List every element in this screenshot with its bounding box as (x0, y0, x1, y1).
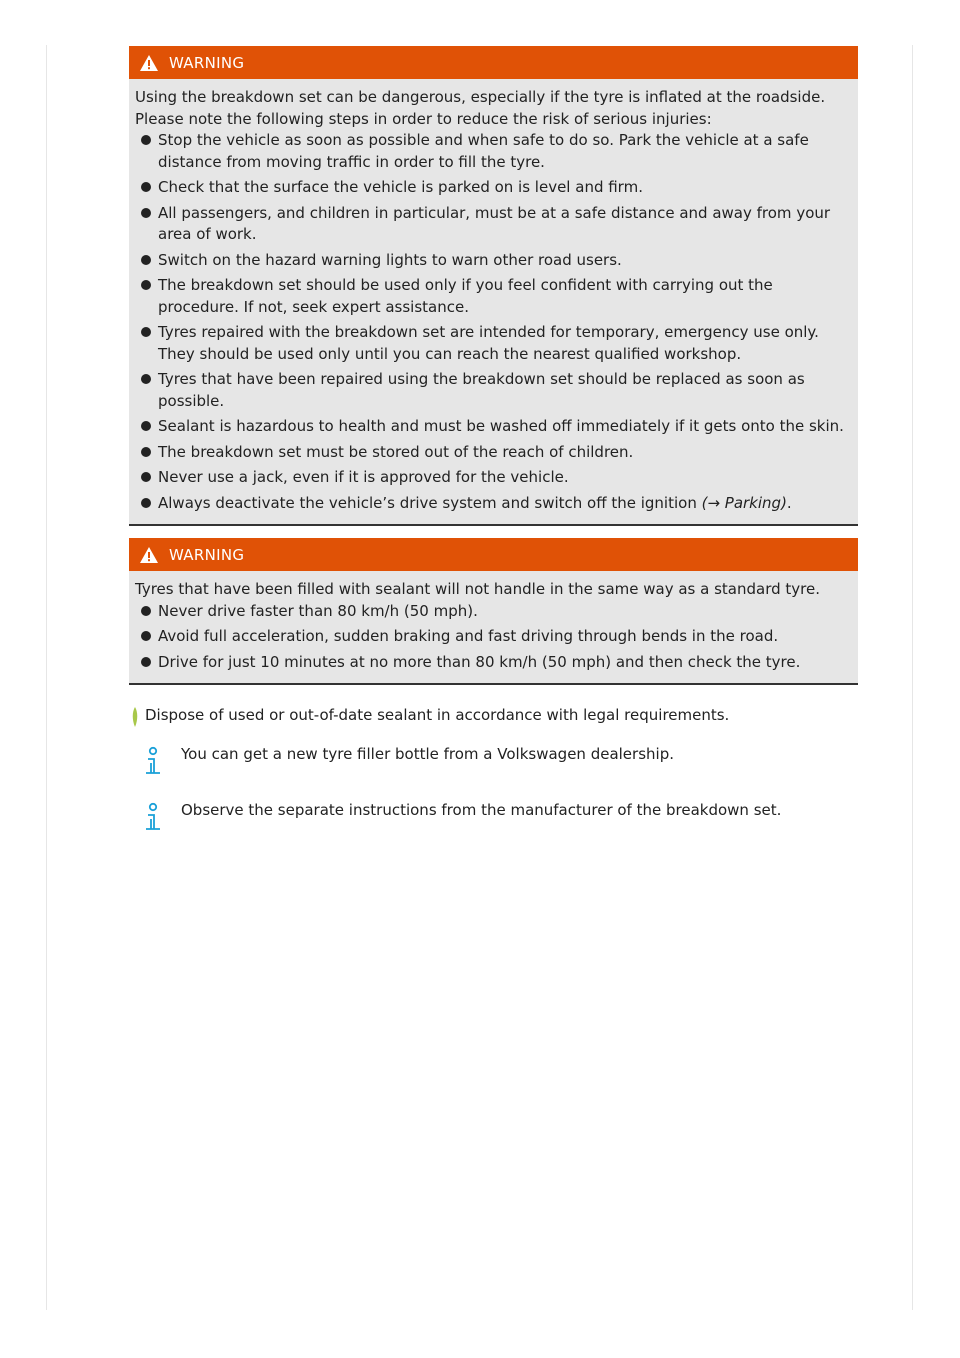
warning-header (129, 46, 858, 79)
bullet-icon (141, 374, 151, 384)
bullet-icon (141, 498, 151, 508)
list-item: Never use a jack, even if it is approved for the vehicle. (135, 467, 850, 489)
list-item: The breakdown set should be used only if you feel confident with carrying out the procedure. If not, seek expert assistance. (135, 275, 850, 318)
warning-title: WARNING (169, 545, 245, 564)
list-item: Stop the vehicle as soon as possible and when safe to do so. Park the vehicle at a safe distance from moving traffic in order to fill the tyre. (135, 130, 850, 173)
warning-title: WARNING (169, 53, 245, 72)
bullet-icon (141, 135, 151, 145)
page-margin-right (912, 45, 913, 1310)
warning-triangle-icon (139, 54, 159, 72)
list-item: All passengers, and children in particular, must be at a safe distance and away from your area of work. (135, 203, 850, 246)
environment-note (129, 703, 858, 727)
list-item: The breakdown set must be stored out of the reach of children. (135, 442, 850, 464)
environment-leaf-icon (132, 706, 138, 728)
info-icon (142, 802, 164, 834)
warning-box-sealant-handling (129, 538, 858, 685)
list-item: Never drive faster than 80 km/h (50 mph). (135, 601, 850, 623)
warning-box-breakdown-set (129, 46, 858, 526)
bullet-icon (141, 208, 151, 218)
bullet-icon (141, 606, 151, 616)
bullet-icon (141, 657, 151, 667)
bullet-icon (141, 631, 151, 641)
cross-reference-link[interactable]: (→ Parking) (701, 493, 787, 512)
list-item: Check that the surface the vehicle is parked on is level and firm. (135, 177, 850, 199)
list-item: Tyres repaired with the breakdown set are intended for temporary, emergency use only. They should be used only until you can reach the nearest qualified workshop. (135, 322, 850, 365)
info-note (129, 797, 858, 839)
bullet-icon (141, 327, 151, 337)
warning-body (129, 79, 858, 524)
page-content (129, 46, 858, 839)
warning-list (135, 130, 850, 514)
warning-list (135, 601, 850, 674)
environment-note-text: Dispose of used or out-of-date sealant in accordance with legal requirements. (145, 706, 730, 724)
info-icon (142, 746, 164, 778)
page-margin-left (46, 45, 47, 1310)
info-note-text: You can get a new tyre filler bottle from a Volkswagen dealership. (181, 745, 674, 763)
bullet-icon (141, 447, 151, 457)
bullet-icon (141, 472, 151, 482)
list-item: Avoid full acceleration, sudden braking and fast driving through bends in the road. (135, 626, 850, 648)
warning-header (129, 538, 858, 571)
bullet-icon (141, 255, 151, 265)
list-item: Switch on the hazard warning lights to warn other road users. (135, 250, 850, 272)
bullet-icon (141, 421, 151, 431)
bullet-icon (141, 280, 151, 290)
warning-triangle-icon (139, 546, 159, 564)
bullet-icon (141, 182, 151, 192)
list-item: Always deactivate the vehicle’s drive system and switch off the ignition (→ Parking). (135, 493, 850, 515)
warning-intro: Tyres that have been filled with sealant will not handle in the same way as a standard tyre. (135, 580, 820, 598)
info-note (129, 741, 858, 783)
list-item: Drive for just 10 minutes at no more than 80 km/h (50 mph) and then check the tyre. (135, 652, 850, 674)
list-item: Tyres that have been repaired using the breakdown set should be replaced as soon as possible. (135, 369, 850, 412)
warning-body (129, 571, 858, 683)
warning-intro: Using the breakdown set can be dangerous, especially if the tyre is inflated at the roadside. Please note the following steps in order to reduce the risk of serious injuries: (135, 88, 826, 128)
list-item: Sealant is hazardous to health and must be washed off immediately if it gets onto the skin. (135, 416, 850, 438)
info-note-text: Observe the separate instructions from the manufacturer of the breakdown set. (181, 801, 782, 819)
